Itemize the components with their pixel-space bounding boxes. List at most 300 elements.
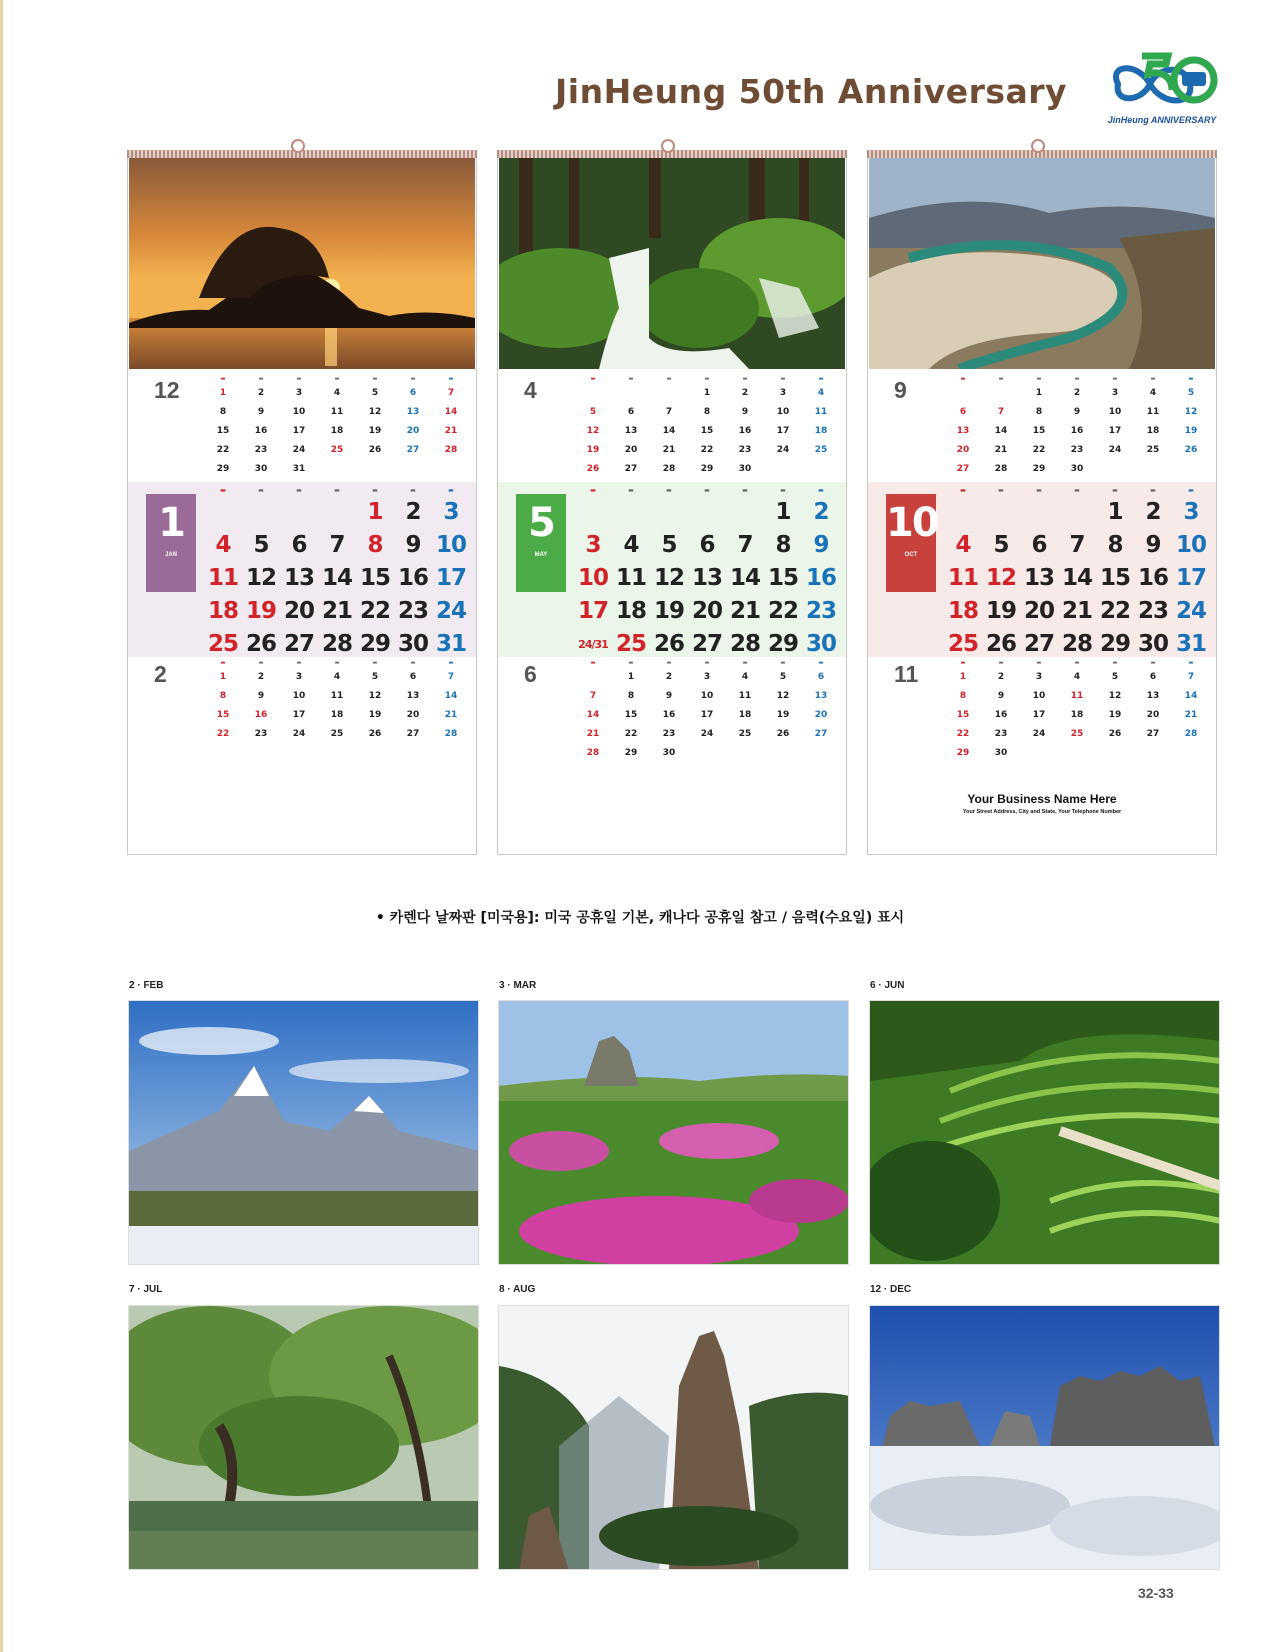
day-cell: 3 xyxy=(1035,672,1043,682)
weekday-marker: ▬ xyxy=(220,660,226,666)
day-cell: 15 xyxy=(700,426,714,436)
day-cell: 20 xyxy=(406,710,420,720)
day-cell: 8 xyxy=(775,532,791,558)
day-cell: 27 xyxy=(406,445,420,455)
day-cell: 5 xyxy=(371,388,379,398)
weekday-marker: ▬ xyxy=(1188,660,1194,666)
day-cell: 2 xyxy=(1145,499,1161,525)
wall-calendar-jan xyxy=(127,150,477,855)
day-cell: 23 xyxy=(738,445,752,455)
day-cell: 23 xyxy=(994,729,1008,739)
day-cell: 15 xyxy=(216,710,230,720)
day-cell: 29 xyxy=(1032,464,1046,474)
day-cell: 27 xyxy=(283,631,314,657)
wall-calendar-oct xyxy=(867,150,1217,855)
day-cell: 12 xyxy=(1184,407,1198,417)
day-cell: 11 xyxy=(738,691,752,701)
day-cell: 19 xyxy=(653,598,684,624)
day-blank xyxy=(318,496,356,529)
weekday-marker: ▬ xyxy=(960,660,966,666)
day-cell: 16 xyxy=(254,710,268,720)
day-cell: 19 xyxy=(368,426,382,436)
day-cell: 24 xyxy=(292,445,306,455)
day-cell: 26 xyxy=(985,631,1016,657)
day-cell: 23 xyxy=(397,598,428,624)
day-blank xyxy=(574,384,612,403)
day-cell: 9 xyxy=(257,691,265,701)
day-cell: 5 xyxy=(589,407,597,417)
day-cell: 10 xyxy=(1175,532,1206,558)
day-cell: 20 xyxy=(406,426,420,436)
day-cell: 7 xyxy=(737,532,753,558)
day-cell: 12 xyxy=(653,565,684,591)
weekday-marker: ▬ xyxy=(998,660,1004,666)
month-badge-5 xyxy=(516,494,566,592)
day-cell: 26 xyxy=(1108,729,1122,739)
weekday-marker: ▬ xyxy=(258,487,264,494)
day-cell: 25 xyxy=(814,445,828,455)
weekday-marker: ▬ xyxy=(1112,660,1118,666)
day-cell: 29 xyxy=(956,748,970,758)
day-cell: 13 xyxy=(624,426,638,436)
day-cell: 25 xyxy=(330,445,344,455)
day-cell: 5 xyxy=(1111,672,1119,682)
day-cell: 6 xyxy=(409,388,417,398)
day-cell: 16 xyxy=(994,710,1008,720)
river-canyon-photo xyxy=(869,158,1215,369)
day-cell: 18 xyxy=(947,598,978,624)
day-cell: 30 xyxy=(805,631,836,657)
month-number: 2 xyxy=(154,661,167,687)
weekday-marker: ▬ xyxy=(628,376,634,382)
day-cell: 10 xyxy=(700,691,714,701)
day-cell: 13 xyxy=(814,691,828,701)
weekday-marker: ▬ xyxy=(818,487,824,494)
day-cell: 24 xyxy=(700,729,714,739)
day-cell: 4 xyxy=(623,532,639,558)
day-cell: 30 xyxy=(1070,464,1084,474)
day-cell: 4 xyxy=(955,532,971,558)
month-badge-abbr: MAY xyxy=(534,552,548,558)
day-cell: 21 xyxy=(662,445,676,455)
day-cell: 25 xyxy=(947,631,978,657)
day-cell: 30 xyxy=(254,464,268,474)
page-edge-rule xyxy=(0,0,3,1652)
day-cell: 20 xyxy=(1023,598,1054,624)
day-cell: 22 xyxy=(767,598,798,624)
day-cell: 12 xyxy=(985,565,1016,591)
weekday-marker: ▬ xyxy=(818,376,824,382)
weekday-marker: ▬ xyxy=(1036,487,1042,494)
day-cell: 25 xyxy=(738,729,752,739)
day-cell: 10 xyxy=(776,407,790,417)
hanging-hook xyxy=(1031,139,1045,153)
month-badge-abbr: JAN xyxy=(164,552,177,558)
weekday-marker: ▬ xyxy=(960,376,966,382)
page-number: 32-33 xyxy=(1138,1585,1174,1601)
day-cell: 22 xyxy=(216,445,230,455)
weekday-marker: ▬ xyxy=(372,660,378,666)
weekday-marker: ▬ xyxy=(704,487,710,494)
day-cell: 6 xyxy=(959,407,967,417)
thumb-label-aug: 8 · AUG xyxy=(499,1284,536,1295)
day-cell: 7 xyxy=(665,407,673,417)
day-cell: 14 xyxy=(729,565,760,591)
day-cell: 3 xyxy=(1183,499,1199,525)
day-cell: 24/31 xyxy=(578,638,608,651)
weekday-marker: ▬ xyxy=(1188,376,1194,382)
day-cell: 27 xyxy=(691,631,722,657)
weekday-marker: ▬ xyxy=(1112,376,1118,382)
month-number: 11 xyxy=(894,661,919,687)
day-cell: 15 xyxy=(956,710,970,720)
day-cell: 2 xyxy=(813,499,829,525)
day-cell: 27 xyxy=(406,729,420,739)
day-cell: 28 xyxy=(729,631,760,657)
day-cell: 21 xyxy=(729,598,760,624)
main-days-grid xyxy=(944,485,1212,661)
day-cell: 19 xyxy=(368,710,382,720)
day-cell: 7 xyxy=(329,532,345,558)
day-cell: 8 xyxy=(1107,532,1123,558)
day-cell: 19 xyxy=(1108,710,1122,720)
page-title: JinHeung 50th Anniversary xyxy=(555,72,1068,111)
day-cell: 27 xyxy=(1023,631,1054,657)
day-cell: 30 xyxy=(397,631,428,657)
day-cell: 5 xyxy=(661,532,677,558)
weekday-marker: ▬ xyxy=(448,376,454,382)
weekday-marker: ▬ xyxy=(410,660,416,666)
mini-days-grid xyxy=(944,374,1209,479)
weekday-marker: ▬ xyxy=(296,376,302,382)
day-cell: 21 xyxy=(994,445,1008,455)
day-cell: 17 xyxy=(700,710,714,720)
frosty-rocks-photo xyxy=(869,1305,1220,1570)
day-cell: 19 xyxy=(1184,426,1198,436)
day-cell: 22 xyxy=(956,729,970,739)
day-cell: 17 xyxy=(1032,710,1046,720)
weekday-marker: ▬ xyxy=(590,376,596,382)
weekday-marker: ▬ xyxy=(666,487,672,494)
day-cell: 3 xyxy=(295,672,303,682)
day-cell: 25 xyxy=(207,631,238,657)
weekday-marker: ▬ xyxy=(258,660,264,666)
day-cell: 20 xyxy=(691,598,722,624)
weekday-marker: ▬ xyxy=(410,487,416,494)
day-cell: 9 xyxy=(741,407,749,417)
day-cell: 18 xyxy=(330,426,344,436)
day-cell: 13 xyxy=(406,691,420,701)
day-cell: 21 xyxy=(321,598,352,624)
weekday-marker: ▬ xyxy=(780,376,786,382)
day-cell: 31 xyxy=(292,464,306,474)
snowy-peaks-photo xyxy=(128,1000,479,1265)
day-cell: 3 xyxy=(443,499,459,525)
day-cell: 1 xyxy=(367,499,383,525)
day-cell: 16 xyxy=(397,565,428,591)
day-cell: 6 xyxy=(1149,672,1157,682)
day-cell: 1 xyxy=(959,672,967,682)
day-cell: 19 xyxy=(985,598,1016,624)
weekday-marker: ▬ xyxy=(220,376,226,382)
logo-caption: JinHeung ANNIVERSARY xyxy=(1107,115,1217,125)
day-cell: 30 xyxy=(1137,631,1168,657)
weekday-marker: ▬ xyxy=(742,376,748,382)
day-cell: 3 xyxy=(585,532,601,558)
month-mini-11 xyxy=(868,654,1216,769)
day-cell: 5 xyxy=(1187,388,1195,398)
weekday-marker: ▬ xyxy=(742,660,748,666)
day-cell: 7 xyxy=(1069,532,1085,558)
mini-days-grid xyxy=(574,658,839,763)
day-cell: 24 xyxy=(292,729,306,739)
day-cell: 12 xyxy=(368,691,382,701)
day-cell: 12 xyxy=(245,565,276,591)
day-cell: 12 xyxy=(776,691,790,701)
day-cell: 8 xyxy=(1035,407,1043,417)
day-cell: 8 xyxy=(219,407,227,417)
day-cell: 17 xyxy=(776,426,790,436)
day-cell: 11 xyxy=(814,407,828,417)
day-cell: 9 xyxy=(257,407,265,417)
weekday-marker: ▬ xyxy=(780,487,786,494)
day-cell: 18 xyxy=(1070,710,1084,720)
day-cell: 11 xyxy=(1146,407,1160,417)
day-cell: 5 xyxy=(779,672,787,682)
day-cell: 22 xyxy=(1032,445,1046,455)
weekday-marker: ▬ xyxy=(960,487,966,494)
day-cell: 9 xyxy=(665,691,673,701)
day-cell: 17 xyxy=(435,565,466,591)
wall-calendar-may xyxy=(497,150,847,855)
thumb-label-mar: 3 · MAR xyxy=(499,980,537,991)
day-cell: 20 xyxy=(814,710,828,720)
thumb-label-jul: 7 · JUL xyxy=(129,1284,163,1295)
day-cell: 28 xyxy=(444,729,458,739)
tea-field-photo xyxy=(869,1000,1220,1265)
day-cell: 23 xyxy=(254,445,268,455)
weekday-marker: ▬ xyxy=(1150,487,1156,494)
day-cell: 6 xyxy=(1031,532,1047,558)
day-cell: 18 xyxy=(1146,426,1160,436)
day-cell: 11 xyxy=(330,407,344,417)
business-name: Your Business Name Here xyxy=(967,792,1117,806)
day-cell: 26 xyxy=(776,729,790,739)
weekday-marker: ▬ xyxy=(1074,660,1080,666)
day-cell: 21 xyxy=(1184,710,1198,720)
weekday-marker: ▬ xyxy=(998,376,1004,382)
day-cell: 12 xyxy=(1108,691,1122,701)
day-cell: 26 xyxy=(586,464,600,474)
weekday-marker: ▬ xyxy=(258,376,264,382)
day-cell: 18 xyxy=(738,710,752,720)
day-cell: 19 xyxy=(586,445,600,455)
day-cell: 6 xyxy=(291,532,307,558)
day-cell: 2 xyxy=(741,388,749,398)
thumb-label-jun: 6 · JUN xyxy=(870,980,905,991)
day-cell: 3 xyxy=(295,388,303,398)
day-cell: 8 xyxy=(367,532,383,558)
sunset-island-photo xyxy=(129,158,475,369)
day-cell: 29 xyxy=(700,464,714,474)
weekday-marker: ▬ xyxy=(296,487,302,494)
day-cell: 14 xyxy=(586,710,600,720)
day-cell: 31 xyxy=(1175,631,1206,657)
month-number: 6 xyxy=(524,661,537,687)
day-cell: 1 xyxy=(703,388,711,398)
day-cell: 2 xyxy=(1073,388,1081,398)
month-badge-number: 5 xyxy=(528,500,554,546)
day-cell: 9 xyxy=(405,532,421,558)
day-cell: 9 xyxy=(997,691,1005,701)
day-cell: 11 xyxy=(615,565,646,591)
day-cell: 16 xyxy=(805,565,836,591)
day-cell: 23 xyxy=(1137,598,1168,624)
day-cell: 1 xyxy=(627,672,635,682)
day-blank xyxy=(944,496,982,529)
day-cell: 25 xyxy=(615,631,646,657)
day-cell: 28 xyxy=(444,445,458,455)
day-cell: 21 xyxy=(586,729,600,739)
day-cell: 6 xyxy=(699,532,715,558)
weekday-marker: ▬ xyxy=(704,660,710,666)
day-cell: 12 xyxy=(586,426,600,436)
weekday-marker: ▬ xyxy=(1036,660,1042,666)
day-cell: 14 xyxy=(662,426,676,436)
day-cell: 13 xyxy=(1023,565,1054,591)
day-cell: 15 xyxy=(624,710,638,720)
day-cell: 6 xyxy=(409,672,417,682)
day-cell: 21 xyxy=(1061,598,1092,624)
forest-waterfall-photo xyxy=(499,158,845,369)
day-cell: 19 xyxy=(245,598,276,624)
day-cell: 23 xyxy=(254,729,268,739)
day-cell: 12 xyxy=(368,407,382,417)
month-badge-abbr: OCT xyxy=(904,552,918,558)
calendar-note: • 카렌다 날짜판 [미국용]: 미국 공휴일 기본, 캐나다 공휴일 참고 / 음력(수요일) 표시 xyxy=(375,910,905,926)
day-cell: 4 xyxy=(333,388,341,398)
day-cell: 10 xyxy=(577,565,608,591)
month-badge-number: 1 xyxy=(158,500,184,546)
day-cell: 20 xyxy=(624,445,638,455)
month-badge-1 xyxy=(146,494,196,592)
main-month-band-10 xyxy=(868,482,1216,657)
business-address: Your Street Address, City and State, Your Telephone Number xyxy=(962,809,1122,815)
day-cell: 22 xyxy=(359,598,390,624)
day-cell: 10 xyxy=(435,532,466,558)
day-cell: 17 xyxy=(292,426,306,436)
weekday-marker: ▬ xyxy=(704,376,710,382)
day-cell: 24 xyxy=(776,445,790,455)
weekday-marker: ▬ xyxy=(1150,660,1156,666)
main-days-grid xyxy=(574,485,842,661)
day-cell: 8 xyxy=(703,407,711,417)
day-cell: 19 xyxy=(776,710,790,720)
day-cell: 25 xyxy=(1070,729,1084,739)
weekday-marker: ▬ xyxy=(666,660,672,666)
day-cell: 13 xyxy=(283,565,314,591)
day-cell: 29 xyxy=(767,631,798,657)
day-cell: 20 xyxy=(1146,710,1160,720)
month-mini-2 xyxy=(128,654,476,769)
day-blank xyxy=(612,384,650,403)
month-number: 9 xyxy=(894,377,907,403)
day-cell: 1 xyxy=(1035,388,1043,398)
weekday-marker: ▬ xyxy=(410,376,416,382)
main-days-grid xyxy=(204,485,472,661)
mini-days-grid xyxy=(944,658,1209,763)
day-cell: 4 xyxy=(1149,388,1157,398)
day-cell: 18 xyxy=(207,598,238,624)
day-cell: 24 xyxy=(1032,729,1046,739)
day-cell: 18 xyxy=(814,426,828,436)
day-cell: 8 xyxy=(219,691,227,701)
day-blank xyxy=(688,496,726,529)
weekday-marker: ▬ xyxy=(334,376,340,382)
day-cell: 27 xyxy=(956,464,970,474)
day-cell: 27 xyxy=(624,464,638,474)
day-cell: 7 xyxy=(589,691,597,701)
day-cell: 10 xyxy=(1108,407,1122,417)
day-cell: 9 xyxy=(1145,532,1161,558)
day-cell: 26 xyxy=(368,445,382,455)
day-blank xyxy=(1020,496,1058,529)
day-cell: 23 xyxy=(805,598,836,624)
day-cell: 4 xyxy=(1073,672,1081,682)
day-cell: 4 xyxy=(215,532,231,558)
day-cell: 17 xyxy=(1175,565,1206,591)
day-cell: 5 xyxy=(993,532,1009,558)
weekday-marker: ▬ xyxy=(1074,376,1080,382)
day-blank xyxy=(242,496,280,529)
weekday-marker: ▬ xyxy=(372,376,378,382)
willow-lake-photo xyxy=(128,1305,479,1570)
day-cell: 26 xyxy=(1184,445,1198,455)
day-cell: 14 xyxy=(1184,691,1198,701)
day-cell: 4 xyxy=(333,672,341,682)
month-number: 12 xyxy=(154,377,180,403)
day-cell: 1 xyxy=(1107,499,1123,525)
day-cell: 21 xyxy=(444,710,458,720)
day-cell: 29 xyxy=(216,464,230,474)
day-cell: 15 xyxy=(1032,426,1046,436)
day-cell: 24 xyxy=(1175,598,1206,624)
weekday-marker: ▬ xyxy=(666,376,672,382)
day-cell: 15 xyxy=(216,426,230,436)
thumb-label-dec: 12 · DEC xyxy=(870,1284,912,1295)
day-cell: 26 xyxy=(245,631,276,657)
day-cell: 25 xyxy=(330,729,344,739)
weekday-marker: ▬ xyxy=(1188,487,1194,494)
day-cell: 10 xyxy=(1032,691,1046,701)
day-cell: 15 xyxy=(767,565,798,591)
thumb-label-feb: 2 · FEB xyxy=(129,980,164,991)
day-cell: 17 xyxy=(577,598,608,624)
day-cell: 11 xyxy=(1070,691,1084,701)
day-cell: 14 xyxy=(1061,565,1092,591)
day-cell: 13 xyxy=(406,407,420,417)
day-cell: 27 xyxy=(814,729,828,739)
hanging-hook xyxy=(661,139,675,153)
day-cell: 4 xyxy=(741,672,749,682)
day-cell: 11 xyxy=(207,565,238,591)
weekday-marker: ▬ xyxy=(372,487,378,494)
day-cell: 8 xyxy=(959,691,967,701)
weekday-marker: ▬ xyxy=(1112,487,1118,494)
day-cell: 20 xyxy=(283,598,314,624)
day-cell: 28 xyxy=(994,464,1008,474)
day-cell: 24 xyxy=(435,598,466,624)
